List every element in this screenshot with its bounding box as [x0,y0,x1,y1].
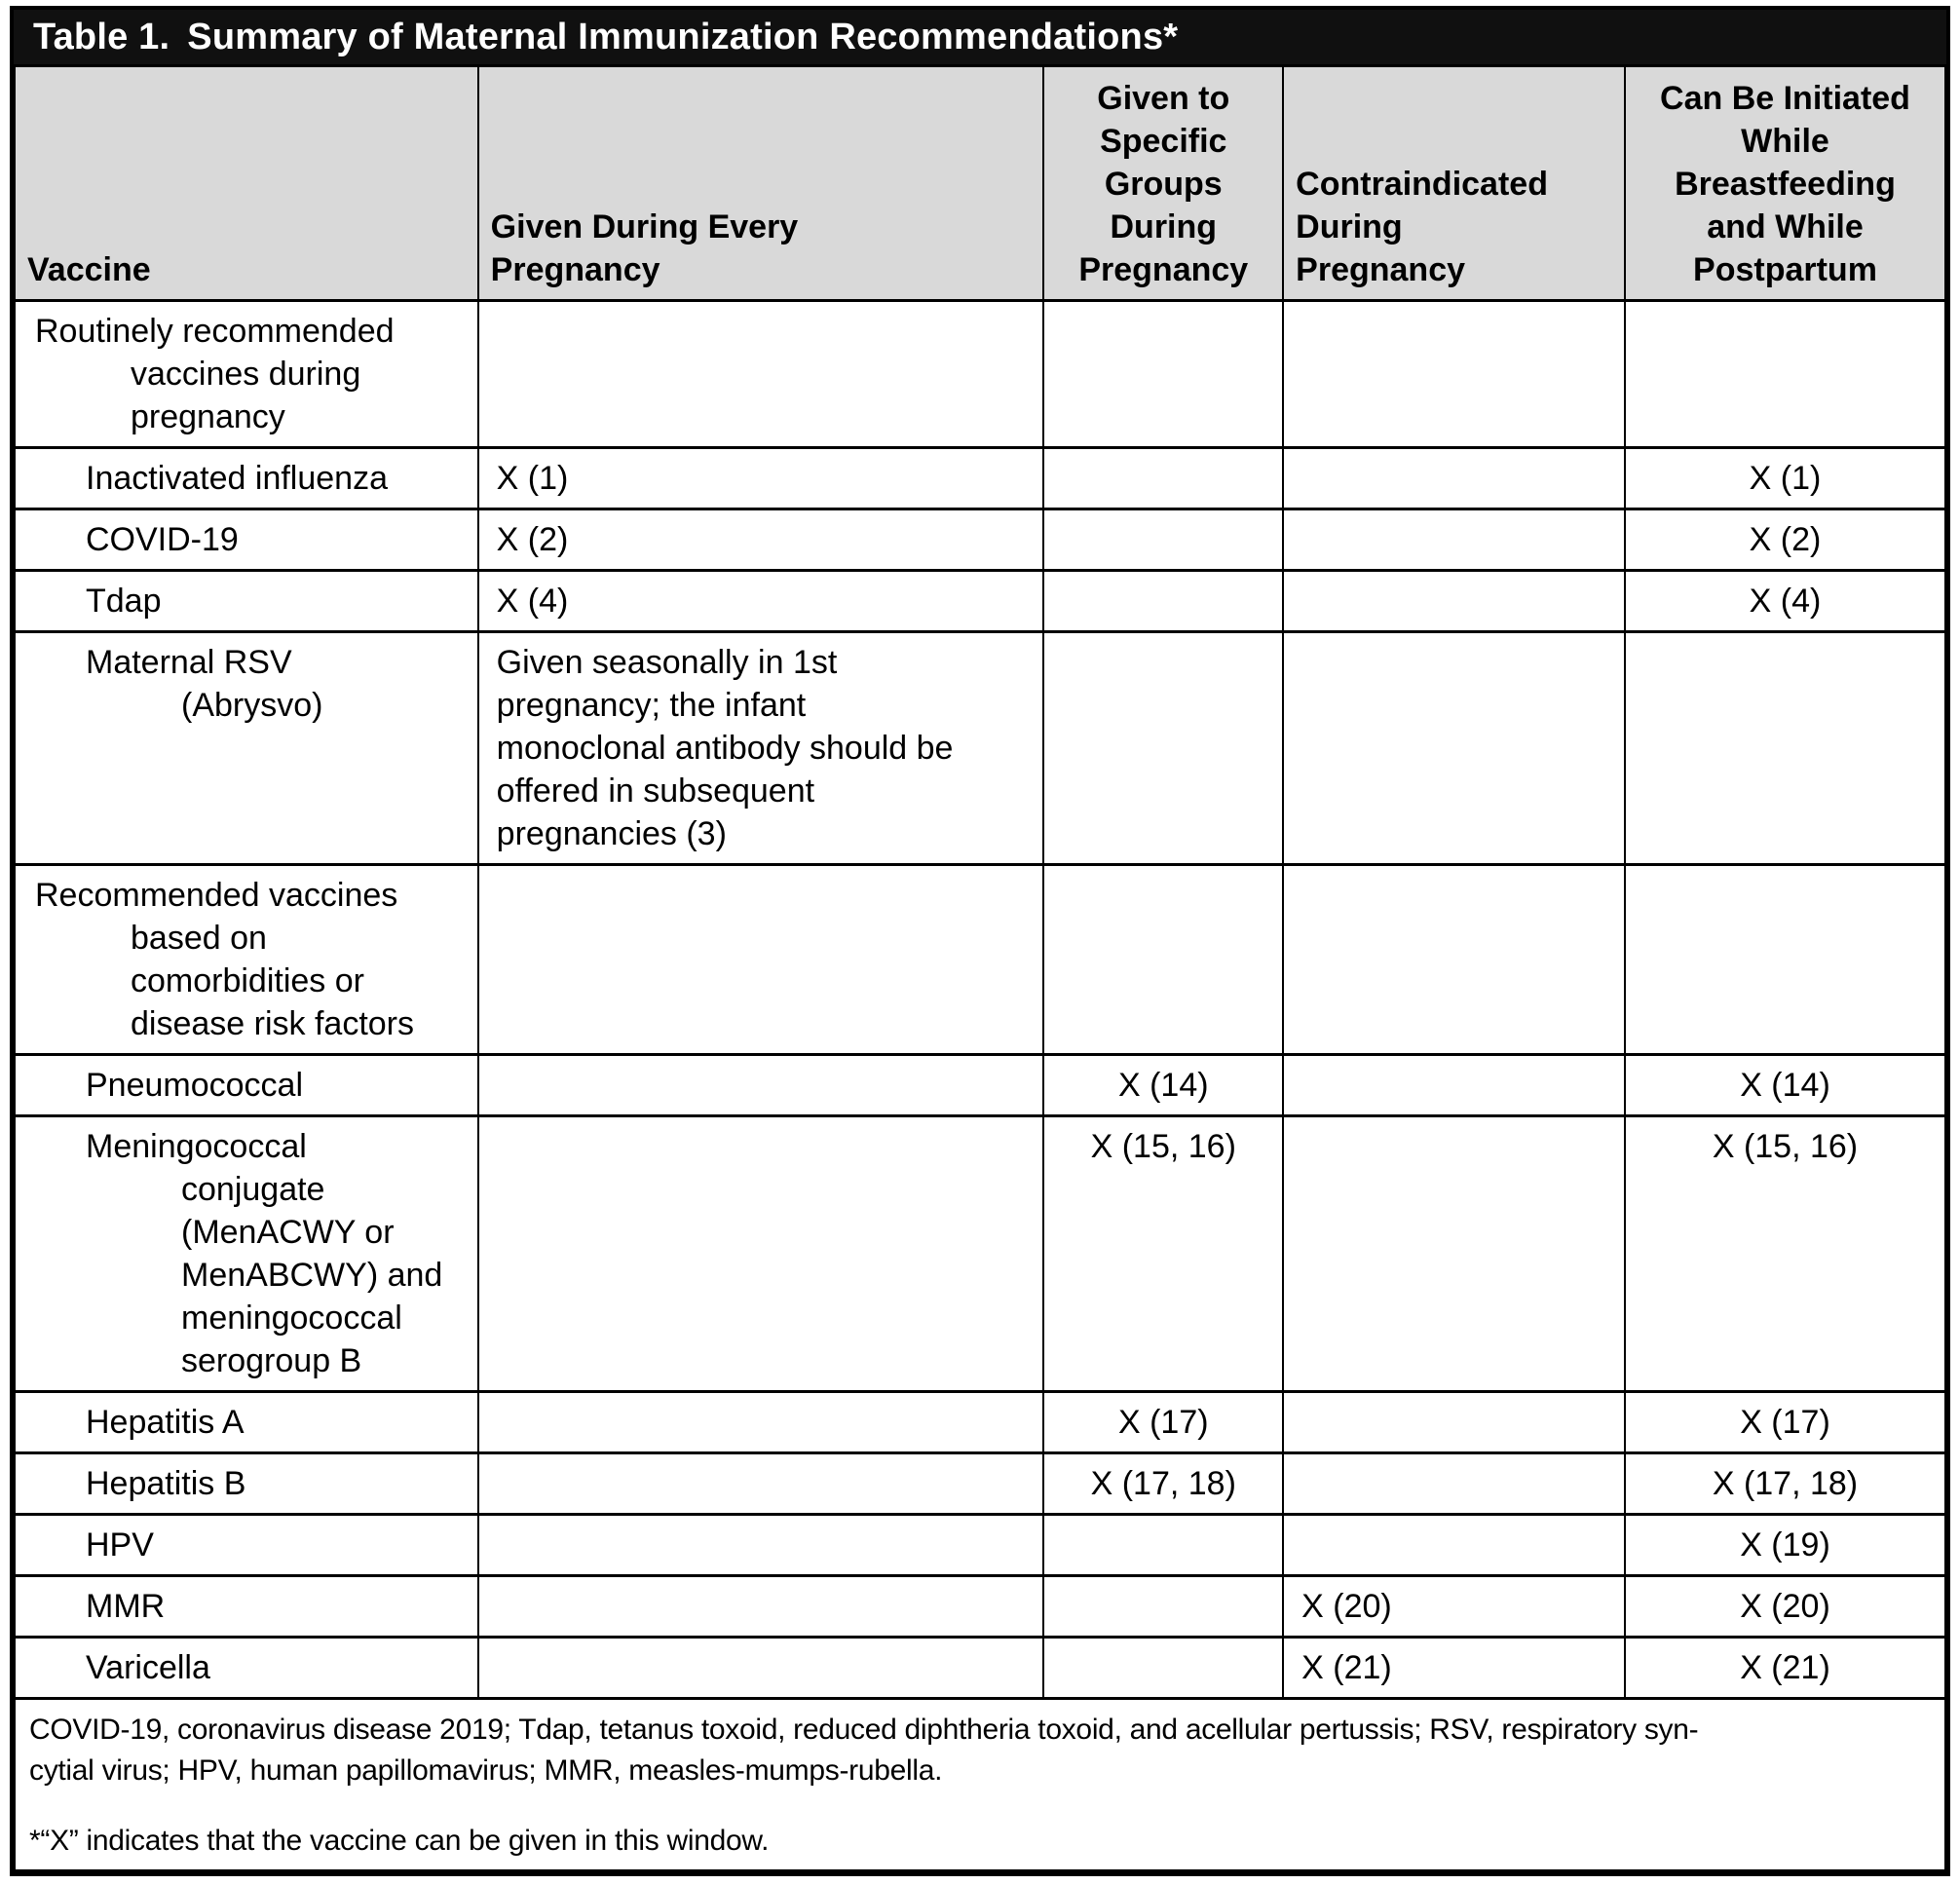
header-line: Specific [1100,123,1227,160]
contraindicated-cell [1283,1116,1625,1392]
table-title-text: Summary of Maternal Immunization Recommendations* [187,16,1179,57]
breastfeeding-cell: X (17) [1625,1392,1945,1453]
specific-groups-cell [1043,301,1283,448]
table-row-section-routine [15,301,1945,448]
vaccine-cell [15,571,478,632]
specific-groups-cell [1043,1515,1283,1576]
contraindicated-cell [1283,1453,1625,1515]
contraindicated-cell [1283,571,1625,632]
specific-groups-cell [1043,448,1283,509]
vaccine-name-line: MMR [86,1588,166,1625]
column-header-every-pregnancy [478,66,1044,301]
contraindicated-cell: X (20) [1283,1576,1625,1638]
vaccine-name-line: (MenACWY or [181,1214,395,1251]
every-pregnancy-cell [478,1638,1044,1699]
vaccine-cell [15,448,478,509]
specific-groups-cell [1043,632,1283,865]
vaccine-name-line: Inactivated influenza [86,460,388,497]
vaccine-name-line: Varicella [86,1649,210,1686]
every-pregnancy-cell [478,1515,1044,1576]
vaccine-name-line: MenABCWY) and [181,1257,443,1294]
vaccine-name-line: Meningococcal [86,1128,307,1165]
vaccine-name-line: (Abrysvo) [181,687,323,724]
vaccine-cell [15,1055,478,1116]
header-line: Vaccine [27,251,151,288]
header-line: Given to [1097,80,1230,117]
x-definition-note: *“X” indicates that the vaccine can be given in this window. [29,1825,770,1857]
breastfeeding-cell: X (4) [1625,571,1945,632]
table-title [14,10,1946,64]
column-header-contraindicated [1283,66,1625,301]
vaccine-cell [15,632,478,865]
header-line: During [1296,208,1403,245]
specific-groups-cell: X (14) [1043,1055,1283,1116]
table-row-covid19 [15,509,1945,571]
contraindicated-cell [1283,865,1625,1055]
vaccine-name-line: Hepatitis A [86,1404,245,1441]
vaccine-name-line: pregnancy [131,398,285,435]
header-line: and While [1707,208,1864,245]
breastfeeding-cell: X (1) [1625,448,1945,509]
contraindicated-cell [1283,448,1625,509]
table-row-meningococcal [15,1116,1945,1392]
specific-groups-cell: X (17, 18) [1043,1453,1283,1515]
contraindicated-cell [1283,1055,1625,1116]
vaccine-cell [15,1515,478,1576]
specific-groups-cell [1043,865,1283,1055]
table-row-tdap [15,571,1945,632]
abbreviations-note-line: cytial virus; HPV, human papillomavirus; MMR, measles-mumps-rubella. [29,1754,943,1787]
vaccine-cell [15,1576,478,1638]
vaccine-name-line: Pneumococcal [86,1067,304,1104]
column-header-vaccine [15,66,478,301]
header-line: Contraindicated [1296,166,1548,203]
header-line: Groups [1104,166,1223,203]
header-line: Pregnancy [1296,251,1466,288]
vaccine-name-line: Maternal RSV [86,644,292,681]
header-line: Given During Every [490,208,799,245]
header-line: During [1110,208,1218,245]
breastfeeding-cell: X (17, 18) [1625,1453,1945,1515]
table-row-varicella [15,1638,1945,1699]
breastfeeding-cell: X (15, 16) [1625,1116,1945,1392]
every-pregnancy-cell [478,301,1044,448]
vaccine-name-line: comorbidities or [131,962,364,999]
immunization-table [14,64,1946,1872]
column-header-breastfeeding [1625,66,1945,301]
specific-groups-cell: X (15, 16) [1043,1116,1283,1392]
vaccine-name-line: based on [131,920,267,957]
cell-text-line: Given seasonally in 1st [496,644,838,681]
header-line: Pregnancy [1078,251,1249,288]
every-pregnancy-cell [478,1392,1044,1453]
table-number: Table 1. [33,16,170,57]
table-row-hepatitis-a [15,1392,1945,1453]
breastfeeding-cell [1625,301,1945,448]
every-pregnancy-cell [478,1116,1044,1392]
breastfeeding-cell: X (2) [1625,509,1945,571]
vaccine-name-line: Tdap [86,583,162,620]
column-header-specific-groups [1043,66,1283,301]
contraindicated-cell [1283,1515,1625,1576]
table-row-pneumococcal [15,1055,1945,1116]
specific-groups-cell [1043,509,1283,571]
cell-text-line: pregnancy; the infant [496,687,807,724]
header-line: Can Be Initiated [1660,80,1910,117]
abbreviations-note-line: COVID-19, coronavirus disease 2019; Tdap, tetanus toxoid, reduced diphtheria toxoid, and acellular pertussis; RSV, respiratory syn- [29,1714,1699,1746]
table-row-maternal-rsv [15,632,1945,865]
every-pregnancy-cell [478,632,1044,865]
breastfeeding-cell: X (21) [1625,1638,1945,1699]
every-pregnancy-cell [478,865,1044,1055]
vaccine-name-line: Recommended vaccines [35,877,398,914]
every-pregnancy-cell [478,1576,1044,1638]
specific-groups-cell [1043,1576,1283,1638]
vaccine-cell [15,865,478,1055]
contraindicated-cell [1283,1392,1625,1453]
header-line: Breastfeeding [1675,166,1896,203]
vaccine-name-line: HPV [86,1526,154,1564]
table-frame [10,6,1950,1876]
cell-text-line: pregnancies (3) [496,815,727,852]
breastfeeding-cell: X (14) [1625,1055,1945,1116]
vaccine-name-line: conjugate [181,1171,325,1208]
vaccine-cell [15,1392,478,1453]
vaccine-name-line: vaccines during [131,356,361,393]
specific-groups-cell: X (17) [1043,1392,1283,1453]
vaccine-cell [15,1116,478,1392]
table-row-hepatitis-b [15,1453,1945,1515]
vaccine-name-line: meningococcal [181,1300,402,1337]
vaccine-name-line: Routinely recommended [35,313,395,350]
contraindicated-cell [1283,509,1625,571]
specific-groups-cell [1043,571,1283,632]
header-line: Postpartum [1693,251,1877,288]
header-row [15,66,1945,301]
breastfeeding-cell: X (20) [1625,1576,1945,1638]
cell-text-line: offered in subsequent [496,772,815,810]
table-row-hpv [15,1515,1945,1576]
table-row-section-comorbidities [15,865,1945,1055]
vaccine-name-line: COVID-19 [86,521,239,558]
every-pregnancy-cell: X (4) [478,571,1044,632]
footnote-cell [15,1699,1945,1871]
every-pregnancy-cell [478,1055,1044,1116]
specific-groups-cell [1043,1638,1283,1699]
vaccine-cell [15,1453,478,1515]
vaccine-name-line: disease risk factors [131,1005,414,1042]
vaccine-cell [15,1638,478,1699]
breastfeeding-cell: X (19) [1625,1515,1945,1576]
contraindicated-cell [1283,301,1625,448]
cell-text-line: monoclonal antibody should be [496,730,954,767]
every-pregnancy-cell [478,1453,1044,1515]
vaccine-cell [15,509,478,571]
table-row-influenza [15,448,1945,509]
breastfeeding-cell [1625,632,1945,865]
vaccine-name-line: Hepatitis B [86,1465,246,1502]
vaccine-cell [15,301,478,448]
header-line: Pregnancy [490,251,660,288]
header-line: While [1741,123,1829,160]
breastfeeding-cell [1625,865,1945,1055]
contraindicated-cell: X (21) [1283,1638,1625,1699]
table-footnote-row [15,1699,1945,1871]
every-pregnancy-cell: X (2) [478,509,1044,571]
vaccine-name-line: serogroup B [181,1342,362,1379]
every-pregnancy-cell: X (1) [478,448,1044,509]
table-row-mmr [15,1576,1945,1638]
contraindicated-cell [1283,632,1625,865]
